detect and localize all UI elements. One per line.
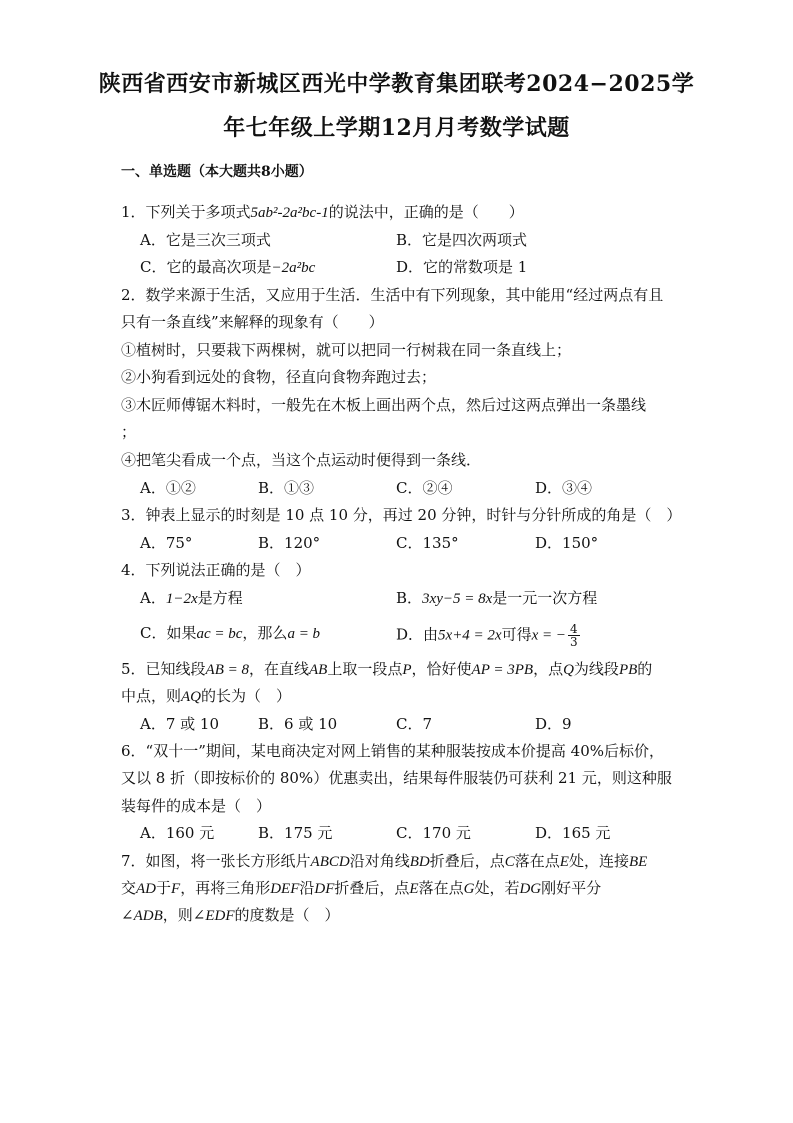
q7-df: DF	[314, 881, 335, 897]
q5-option-d: D．9	[535, 715, 572, 733]
q5-p: P	[402, 662, 412, 678]
q7-text-1a: 7．如图，将一张长方形纸片	[121, 852, 311, 870]
q7-text-1e: 处，连接	[568, 852, 629, 870]
q7-stem-line-1	[121, 851, 647, 872]
q7-text-2e: 折叠后，点	[334, 879, 410, 897]
q7-bd: BD	[409, 854, 430, 870]
q6-stem-line-1: 6．“双十一”期间，某电商决定对网上销售的某种服装按成本价提高 40%后标价，	[121, 742, 664, 760]
q7-text-2h: 刚好平分	[541, 879, 602, 897]
q7-angle-edf: ∠EDF	[192, 908, 235, 924]
q4-option-b	[396, 588, 597, 609]
q7-text-2a: 交	[121, 879, 137, 897]
q2-option-b: B．①③	[258, 479, 315, 497]
q7-c: C	[504, 854, 515, 870]
q2-stem-line-1: 2．数学来源于生活，又应用于生活．生活中有下列现象，其中能用“经过两点有且	[121, 286, 664, 304]
fraction-denominator: 3	[570, 635, 578, 649]
q5-pb: PB	[618, 662, 638, 678]
section-heading: 一、单选题（本大题共8小题）	[121, 164, 313, 180]
q4-option-c-mid: ，那么	[242, 624, 288, 642]
q3-option-b: B．120°	[258, 534, 321, 552]
q4-option-d-fraction	[568, 623, 580, 648]
q7-be: BE	[628, 854, 648, 870]
q2-item-4: ④把笔尖看成一个点，当这个点运动时便得到一条线．	[121, 451, 482, 469]
q3-option-c: C．135°	[396, 534, 459, 552]
q5-text-d: ，恰好使	[411, 660, 472, 678]
q5-stem-line-2	[121, 686, 291, 707]
q5-text-c: 上取一段点	[327, 660, 403, 678]
q6-option-b: B．175 元	[258, 824, 333, 842]
q7-text-3d: 的度数是（ ）	[234, 906, 340, 924]
q1-expr: 5ab²-2a²bc-1	[250, 205, 329, 221]
q4-option-a-expr: 1−2x	[165, 591, 198, 607]
q4-option-c-expr-1: ac = bc	[196, 626, 243, 642]
q4-option-b-label: B．	[396, 589, 423, 607]
q7-text-3b: ，则	[162, 906, 193, 924]
q1-option-c-text: C．它的最高次项是	[140, 258, 272, 276]
q7-g: G	[463, 881, 475, 897]
q7-text-2g: 处，若	[474, 879, 520, 897]
q3-option-d: D．150°	[535, 534, 599, 552]
q7-text-2c: ，再将三角形	[180, 879, 271, 897]
q6-stem-line-2: 又以 8 折（即按标价的 80%）优惠卖出，结果每件服装仍可获利 21 元，则这种服	[121, 769, 672, 787]
q2-option-c: C．②④	[396, 479, 453, 497]
q4-option-a-text: 是方程	[197, 589, 243, 607]
q3-stem: 3．钟表上显示的时刻是 10 点 10 分，再过 20 分钟，时针与分针所成的角是（ ）	[121, 506, 682, 524]
q4-stem: 4．下列说法正确的是（ ）	[121, 561, 311, 579]
q4-option-d-label: D．由	[396, 625, 439, 644]
q6-stem-line-3: 装每件的成本是（ ）	[121, 797, 272, 815]
q5-q: Q	[563, 662, 574, 678]
q7-angle-adb: ∠ADB	[121, 908, 163, 924]
q7-e: E	[559, 854, 569, 870]
q1-option-d: D．它的常数项是 1	[396, 258, 528, 276]
q7-e-2: E	[409, 881, 419, 897]
q7-abcd: ABCD	[310, 854, 350, 870]
q7-ad: AD	[136, 881, 157, 897]
q2-item-1: ①植树时，只要栽下两棵树，就可以把同一行树栽在同一条直线上；	[121, 341, 572, 359]
q5-text-h: 中点，则	[121, 687, 182, 705]
q4-option-c-label: C．如果	[140, 624, 197, 642]
q6-option-a: A．160 元	[140, 824, 215, 842]
q7-def: DEF	[270, 881, 300, 897]
q1-option-a: A．它是三次三项式	[140, 231, 271, 249]
q5-text-g: 的	[637, 660, 653, 678]
q1-option-c	[140, 257, 315, 278]
q7-text-1d: 落在点	[514, 852, 560, 870]
q5-text-f: 为线段	[573, 660, 619, 678]
q1-option-b: B．它是四次两项式	[396, 231, 528, 249]
q6-option-c: C．170 元	[396, 824, 471, 842]
q5-ap-eq: AP = 3PB	[471, 662, 534, 678]
q5-ab: AB	[309, 662, 328, 678]
q5-aq: AQ	[181, 689, 202, 705]
title-line-2: 年七年级上学期12月月考数学试题	[223, 115, 570, 141]
q7-text-1c: 折叠后，点	[429, 852, 505, 870]
q4-option-c	[140, 623, 320, 644]
q7-stem-line-3	[121, 905, 340, 926]
q2-stem-line-2: 只有一条直线”来解释的现象有（ ）	[121, 313, 384, 331]
q5-option-b: B．6 或 10	[258, 715, 338, 733]
q2-option-a: A．①②	[140, 479, 196, 497]
q4-option-c-expr-2: a = b	[287, 626, 321, 642]
fraction-numerator: 4	[570, 622, 578, 636]
q2-option-d: D．③④	[535, 479, 593, 497]
q5-text-b: ，在直线	[249, 660, 310, 678]
q4-option-d-expr: 5x+4 = 2x	[438, 627, 502, 644]
q5-text-i: 的长为（ ）	[201, 687, 292, 705]
q4-option-a-label: A．	[140, 589, 166, 607]
q1-stem-post: 的说法中，正确的是（ ）	[328, 203, 524, 221]
q1-stem	[121, 202, 524, 223]
q5-stem-line-1	[121, 659, 652, 680]
q5-text-a: 5．已知线段	[121, 660, 206, 678]
q4-option-b-text: 是一元一次方程	[492, 589, 598, 607]
q7-stem-line-2	[121, 878, 601, 899]
q7-text-2f: 落在点	[418, 879, 464, 897]
q5-option-c: C．7	[396, 715, 433, 733]
q1-option-c-expr: −2a²bc	[271, 260, 316, 276]
q2-item-3: ③木匠师傅锯木料时，一般先在木板上画出两个点，然后过这两点弹出一条墨线	[121, 396, 647, 414]
q3-option-a: A．75°	[140, 534, 193, 552]
q4-option-d	[396, 623, 580, 648]
q2-item-2: ②小狗看到远处的食物，径直向食物奔跑过去；	[121, 368, 437, 386]
q7-text-2d: 沿	[299, 879, 315, 897]
q2-item-3-cont: ；	[121, 423, 137, 441]
q6-option-d: D．165 元	[535, 824, 611, 842]
q4-option-d-lhs: x = −	[531, 627, 567, 644]
q5-text-e: ，点	[533, 660, 564, 678]
q7-f: F	[171, 881, 181, 897]
q4-option-a	[140, 588, 243, 609]
q7-text-1b: 沿对角线	[349, 852, 410, 870]
q5-option-a: A．7 或 10	[140, 715, 219, 733]
q4-option-d-mid: 可得	[501, 625, 532, 644]
q7-text-2b: 于	[156, 879, 172, 897]
q5-ab-eq: AB = 8	[205, 662, 249, 678]
title-line-1: 陕西省西安市新城区西光中学教育集团联考2024−2025学	[98, 71, 695, 97]
q4-option-b-expr: 3xy−5 = 8x	[422, 591, 493, 607]
q7-dg: DG	[519, 881, 542, 897]
q1-stem-pre: 1．下列关于多项式	[121, 203, 251, 221]
